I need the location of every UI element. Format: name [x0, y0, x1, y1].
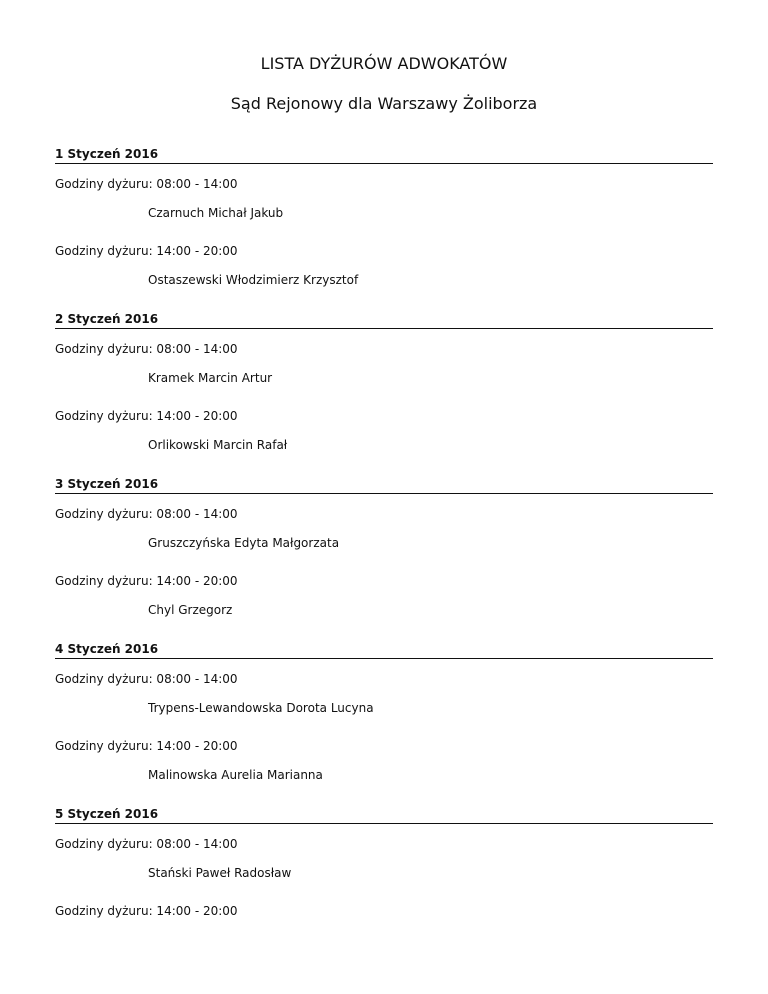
shift-entry: [55, 837, 713, 880]
shift-entry: [55, 739, 713, 782]
shift-hours: Godziny dyżuru: 14:00 - 20:00: [55, 739, 238, 753]
day-date-header: 4 Styczeń 2016: [55, 641, 713, 659]
duty-schedule: [55, 146, 713, 942]
shift-entry: [55, 904, 713, 918]
shift-hours: Godziny dyżuru: 08:00 - 14:00: [55, 342, 238, 356]
document-title: LISTA DYŻURÓW ADWOKATÓW: [260, 54, 508, 73]
lawyer-name: Trypens-Lewandowska Dorota Lucyna: [148, 701, 374, 715]
day-date-header: 1 Styczeń 2016: [55, 146, 713, 164]
document-subtitle: Sąd Rejonowy dla Warszawy Żoliborza: [230, 94, 538, 113]
shift-hours: Godziny dyżuru: 14:00 - 20:00: [55, 574, 238, 588]
lawyer-name: Malinowska Aurelia Marianna: [148, 768, 323, 782]
lawyer-name: Ostaszewski Włodzimierz Krzysztof: [148, 273, 359, 287]
lawyer-name: Czarnuch Michał Jakub: [148, 206, 284, 220]
lawyer-name: Stański Paweł Radosław: [148, 866, 292, 880]
shift-entry: [55, 672, 713, 715]
shift-entry: [55, 507, 713, 550]
shift-entry: [55, 342, 713, 385]
shift-hours: Godziny dyżuru: 08:00 - 14:00: [55, 507, 238, 521]
day-section: [55, 806, 713, 918]
shift-hours: Godziny dyżuru: 08:00 - 14:00: [55, 672, 238, 686]
day-date-header: 2 Styczeń 2016: [55, 311, 713, 329]
lawyer-name: Chyl Grzegorz: [148, 603, 233, 617]
day-section: [55, 311, 713, 452]
lawyer-name: Kramek Marcin Artur: [148, 371, 273, 385]
shift-entry: [55, 177, 713, 220]
day-date-header: 5 Styczeń 2016: [55, 806, 713, 824]
shift-entry: [55, 409, 713, 452]
shift-hours: Godziny dyżuru: 14:00 - 20:00: [55, 244, 238, 258]
day-section: [55, 146, 713, 287]
lawyer-name: Gruszczyńska Edyta Małgorzata: [148, 536, 340, 550]
shift-hours: Godziny dyżuru: 08:00 - 14:00: [55, 837, 238, 851]
shift-hours: Godziny dyżuru: 14:00 - 20:00: [55, 904, 238, 918]
day-date-header: 3 Styczeń 2016: [55, 476, 713, 494]
lawyer-name: Orlikowski Marcin Rafał: [148, 438, 288, 452]
day-section: [55, 641, 713, 782]
shift-entry: [55, 244, 713, 287]
shift-entry: [55, 574, 713, 617]
shift-hours: Godziny dyżuru: 08:00 - 14:00: [55, 177, 238, 191]
day-section: [55, 476, 713, 617]
shift-hours: Godziny dyżuru: 14:00 - 20:00: [55, 409, 238, 423]
